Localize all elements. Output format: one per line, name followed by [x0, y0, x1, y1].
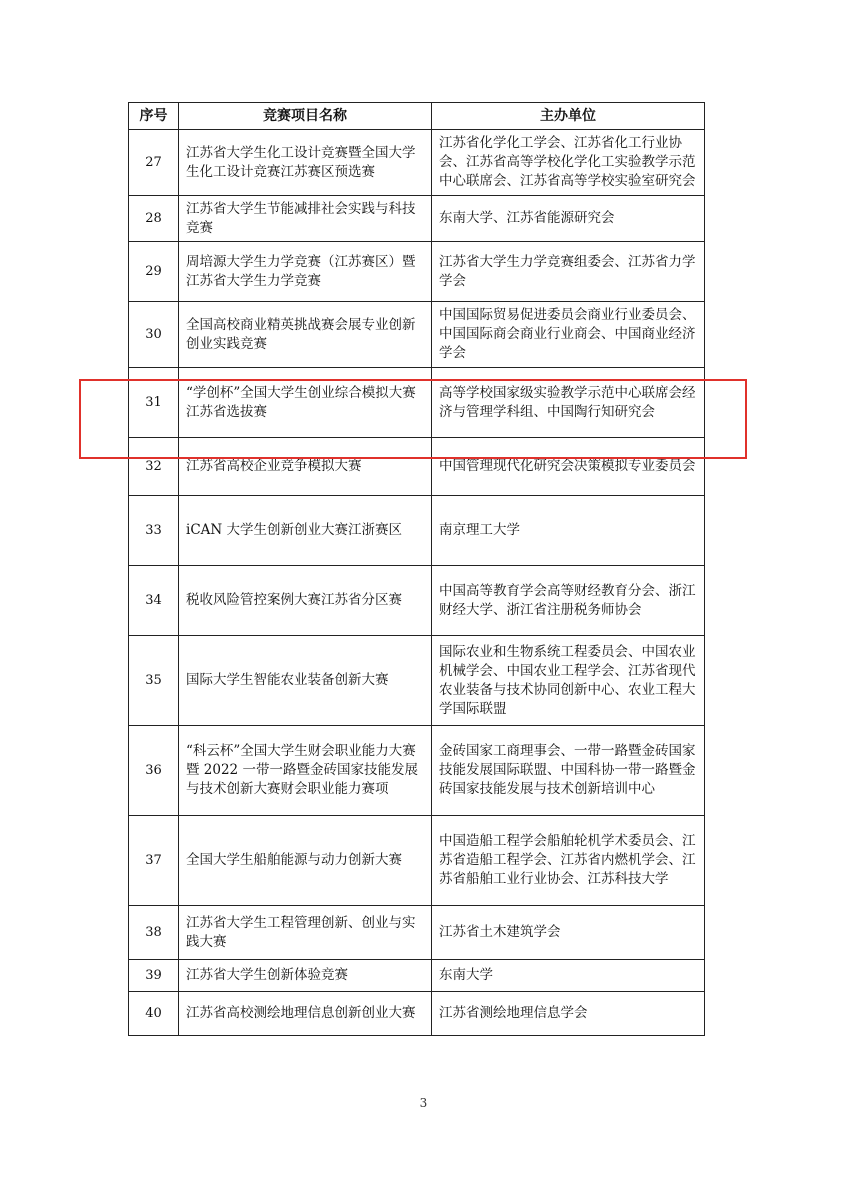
- row-name: 江苏省大学生创新体验竞赛: [179, 960, 432, 992]
- header-name: 竞赛项目名称: [179, 103, 432, 130]
- row-num: 33: [129, 496, 179, 566]
- row-num: 30: [129, 302, 179, 368]
- row-num: 39: [129, 960, 179, 992]
- row-name: 江苏省高校测绘地理信息创新创业大赛: [179, 992, 432, 1036]
- table-row: [129, 368, 705, 438]
- table-row: [129, 438, 705, 496]
- row-org: 高等学校国家级实验教学示范中心联席会经济与管理学科组、中国陶行知研究会: [432, 368, 705, 438]
- row-org: 江苏省大学生力学竞赛组委会、江苏省力学学会: [432, 242, 705, 302]
- row-num: 40: [129, 992, 179, 1036]
- row-num: 35: [129, 636, 179, 726]
- row-name: 全国高校商业精英挑战赛会展专业创新创业实践竞赛: [179, 302, 432, 368]
- table-header-row: [129, 103, 705, 130]
- row-num: 29: [129, 242, 179, 302]
- header-org: 主办单位: [432, 103, 705, 130]
- row-org: 江苏省化学化工学会、江苏省化工行业协会、江苏省高等学校化学化工实验教学示范中心联席会、江苏省高等学校实验室研究会: [432, 130, 705, 196]
- row-name: “科云杯”全国大学生财会职业能力大赛暨 2022 一带一路暨金砖国家技能发展与技术创新大赛财会职业能力赛项: [179, 726, 432, 816]
- table-row: [129, 130, 705, 196]
- row-name: 江苏省高校企业竞争模拟大赛: [179, 438, 432, 496]
- page-number: 3: [419, 1096, 428, 1110]
- competition-table: [128, 102, 705, 1036]
- row-name: “学创杯”全国大学生创业综合模拟大赛江苏省选拔赛: [179, 368, 432, 438]
- row-num: 31: [129, 368, 179, 438]
- row-name: iCAN 大学生创新创业大赛江浙赛区: [179, 496, 432, 566]
- table-row: [129, 196, 705, 242]
- header-num: 序号: [129, 103, 179, 130]
- row-name: 税收风险管控案例大赛江苏省分区赛: [179, 566, 432, 636]
- row-name: 国际大学生智能农业装备创新大赛: [179, 636, 432, 726]
- row-org: 南京理工大学: [432, 496, 705, 566]
- row-name: 江苏省大学生化工设计竞赛暨全国大学生化工设计竞赛江苏赛区预选赛: [179, 130, 432, 196]
- row-num: 28: [129, 196, 179, 242]
- row-org: 中国造船工程学会船舶轮机学术委员会、江苏省造船工程学会、江苏省内燃机学会、江苏省船舶工业行业协会、江苏科技大学: [432, 816, 705, 906]
- row-num: 36: [129, 726, 179, 816]
- row-name: 江苏省大学生节能减排社会实践与科技竞赛: [179, 196, 432, 242]
- row-name: 江苏省大学生工程管理创新、创业与实践大赛: [179, 906, 432, 960]
- table-row: [129, 242, 705, 302]
- table-row: [129, 992, 705, 1036]
- table-row: [129, 906, 705, 960]
- table-row: [129, 960, 705, 992]
- row-name: 全国大学生船舶能源与动力创新大赛: [179, 816, 432, 906]
- table-row: [129, 726, 705, 816]
- row-org: 中国国际贸易促进委员会商业行业委员会、中国国际商会商业行业商会、中国商业经济学会: [432, 302, 705, 368]
- row-num: 32: [129, 438, 179, 496]
- row-org: 中国管理现代化研究会决策模拟专业委员会: [432, 438, 705, 496]
- row-org: 东南大学: [432, 960, 705, 992]
- table-row: [129, 496, 705, 566]
- table-row: [129, 636, 705, 726]
- row-org: 金砖国家工商理事会、一带一路暨金砖国家技能发展国际联盟、中国科协一带一路暨金砖国家技能发展与技术创新培训中心: [432, 726, 705, 816]
- row-num: 27: [129, 130, 179, 196]
- row-org: 国际农业和生物系统工程委员会、中国农业机械学会、中国农业工程学会、江苏省现代农业装备与技术协同创新中心、农业工程大学国际联盟: [432, 636, 705, 726]
- table-row: [129, 816, 705, 906]
- row-org: 江苏省测绘地理信息学会: [432, 992, 705, 1036]
- row-num: 38: [129, 906, 179, 960]
- table-row: [129, 566, 705, 636]
- row-org: 东南大学、江苏省能源研究会: [432, 196, 705, 242]
- row-name: 周培源大学生力学竞赛（江苏赛区）暨江苏省大学生力学竞赛: [179, 242, 432, 302]
- row-org: 江苏省土木建筑学会: [432, 906, 705, 960]
- row-num: 37: [129, 816, 179, 906]
- table-row: [129, 302, 705, 368]
- row-num: 34: [129, 566, 179, 636]
- row-org: 中国高等教育学会高等财经教育分会、浙江财经大学、浙江省注册税务师协会: [432, 566, 705, 636]
